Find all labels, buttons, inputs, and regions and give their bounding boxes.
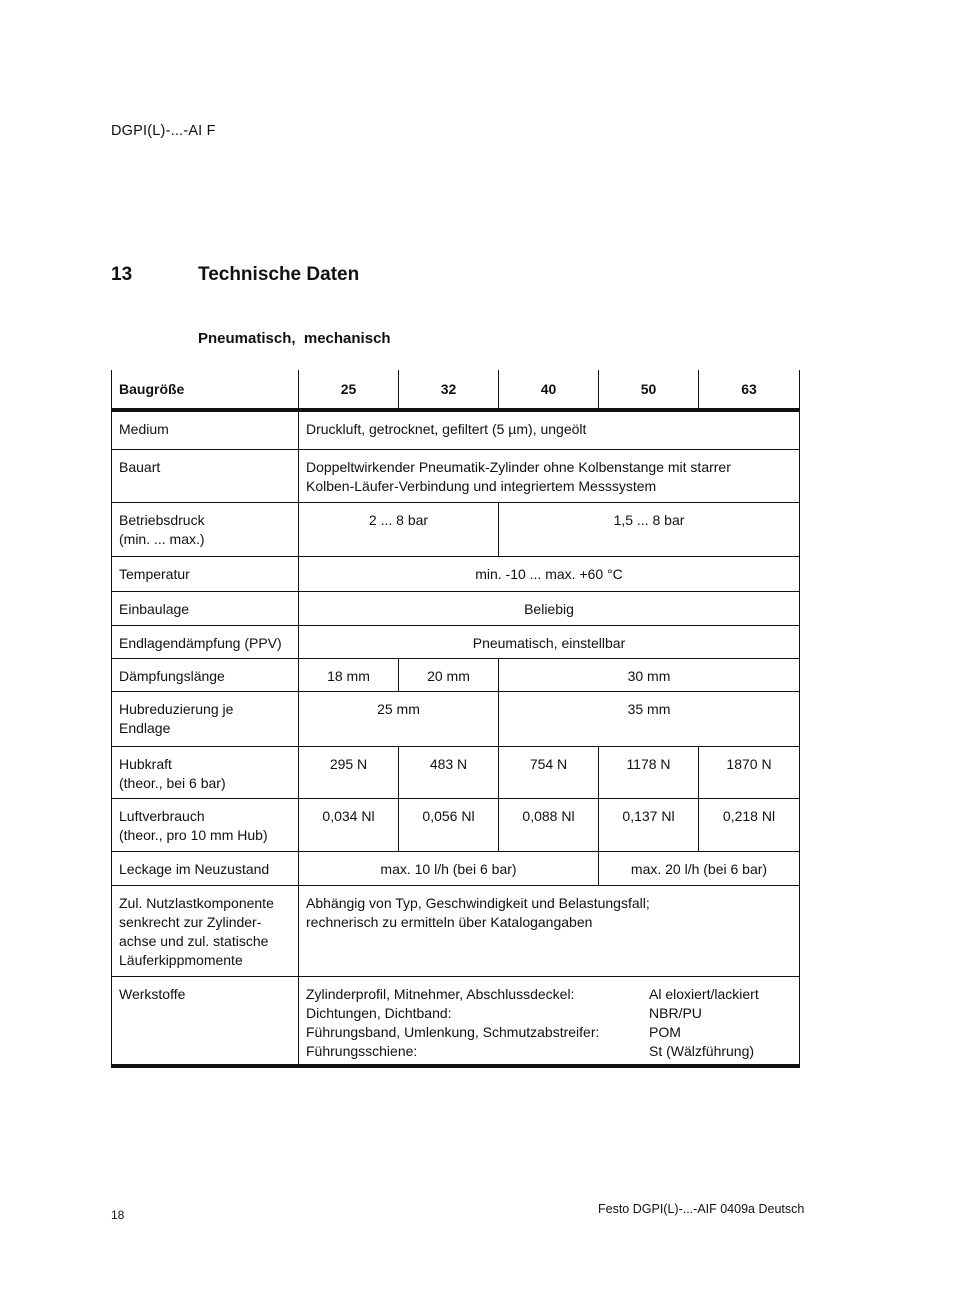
luftverbrauch-63: 0,218 Nl	[699, 798, 800, 851]
row-label-hubreduzierung	[112, 691, 299, 746]
luftverbrauch-25: 0,034 Nl	[299, 798, 399, 851]
table-row	[112, 449, 800, 502]
bauart-line-1: Doppeltwirkender Pneumatik-Zylinder ohne Kolbenstange mit starrer	[306, 458, 731, 475]
nutzlast-label-1: Zul. Nutzlastkomponente	[119, 894, 274, 911]
table-row	[112, 502, 800, 556]
hubkraft-32: 483 N	[399, 746, 499, 798]
luftverbrauch-50: 0,137 Nl	[599, 798, 699, 851]
row-label-temperatur: Temperatur	[112, 556, 299, 591]
row-label-luftverbrauch	[112, 798, 299, 851]
werkstoff-part: Führungsband, Umlenkung, Schmutzabstreifer:	[306, 1023, 600, 1040]
nutzlast-label-4: Läuferkippmomente	[119, 951, 243, 968]
nutzlast-value-1: Abhängig von Typ, Geschwindigkeit und Belastungsfall;	[306, 894, 650, 911]
footer-doc-info: Festo DGPI(L)-...-AIF 0409a Deutsch	[598, 1202, 805, 1216]
nutzlast-label-2: senkrecht zur Zylinder-	[119, 913, 262, 930]
hubkraft-25: 295 N	[299, 746, 399, 798]
subsection-title: Pneumatisch, mechanisch	[198, 330, 391, 347]
hubreduzierung-label-1: Hubreduzierung je	[119, 700, 234, 717]
table-row	[112, 976, 800, 1066]
row-label-nutzlast	[112, 885, 299, 976]
header-doc-code: DGPI(L)-...-AI F	[111, 123, 216, 139]
table-row	[112, 556, 800, 591]
row-label-werkstoffe: Werkstoffe	[112, 976, 299, 1066]
hubreduzierung-40-63: 35 mm	[499, 691, 800, 746]
luftverbrauch-label-2: (theor., pro 10 mm Hub)	[119, 826, 268, 843]
werkstoff-material: St (Wälzführung)	[649, 1042, 755, 1059]
hubkraft-label-2: (theor., bei 6 bar)	[119, 774, 226, 791]
table-row	[112, 410, 800, 449]
section-title: Technische Daten	[198, 264, 360, 285]
header-cell-32: 32	[399, 370, 499, 410]
section-number: 13	[111, 264, 133, 285]
hubkraft-50: 1178 N	[599, 746, 699, 798]
header-cell-25: 25	[299, 370, 399, 410]
table-row	[112, 658, 800, 691]
werkstoff-material: POM	[649, 1023, 681, 1040]
daempfungslaenge-40-63: 30 mm	[499, 658, 800, 691]
row-label-einbaulage: Einbaulage	[112, 591, 299, 625]
hubkraft-63: 1870 N	[699, 746, 800, 798]
row-value-nutzlast	[299, 885, 800, 976]
hubkraft-label-1: Hubkraft	[119, 755, 172, 772]
header-cell-size: Baugröße	[112, 370, 299, 410]
row-label-daempfungslaenge: Dämpfungslänge	[112, 658, 299, 691]
row-label-bauart: Bauart	[112, 449, 299, 502]
table-row	[112, 798, 800, 851]
betriebsdruck-40-63: 1,5 ... 8 bar	[499, 502, 800, 556]
row-value-temperatur: min. -10 ... max. +60 °C	[299, 556, 800, 591]
table-row	[112, 691, 800, 746]
leckage-25-40: max. 10 l/h (bei 6 bar)	[299, 851, 599, 885]
bauart-line-2: Kolben-Läufer-Verbindung und integriertem Messsystem	[306, 477, 657, 494]
header-cell-50: 50	[599, 370, 699, 410]
betriebsdruck-25-32: 2 ... 8 bar	[299, 502, 499, 556]
luftverbrauch-label-1: Luftverbrauch	[119, 807, 205, 824]
hubreduzierung-label-2: Endlage	[119, 719, 171, 736]
row-value-medium: Druckluft, getrocknet, gefiltert (5 µm), ungeölt	[299, 410, 800, 449]
table-header-row	[112, 370, 800, 410]
page-number: 18	[111, 1208, 125, 1222]
row-label-endlagendaempfung: Endlagendämpfung (PPV)	[112, 625, 299, 658]
betriebsdruck-label-2: (min. ... max.)	[119, 530, 205, 547]
werkstoff-material: NBR/PU	[649, 1004, 702, 1021]
table-row	[112, 591, 800, 625]
nutzlast-value-2: rechnerisch zu ermitteln über Katalogangaben	[306, 913, 593, 930]
hubreduzierung-25-32: 25 mm	[299, 691, 499, 746]
leckage-50-63: max. 20 l/h (bei 6 bar)	[599, 851, 800, 885]
row-label-medium: Medium	[112, 410, 299, 449]
luftverbrauch-32: 0,056 Nl	[399, 798, 499, 851]
werkstoff-part: Führungsschiene:	[306, 1042, 418, 1059]
nutzlast-label-3: achse und zul. statische	[119, 932, 269, 949]
daempfungslaenge-32: 20 mm	[399, 658, 499, 691]
betriebsdruck-label-1: Betriebsdruck	[119, 511, 205, 528]
row-value-bauart	[299, 449, 800, 502]
header-cell-40: 40	[499, 370, 599, 410]
row-value-einbaulage: Beliebig	[299, 591, 800, 625]
luftverbrauch-40: 0,088 Nl	[499, 798, 599, 851]
header-cell-63: 63	[699, 370, 800, 410]
werkstoffe-list	[306, 985, 793, 1061]
row-value-werkstoffe	[299, 976, 800, 1066]
row-label-betriebsdruck	[112, 502, 299, 556]
table-row	[112, 885, 800, 976]
werkstoff-part: Dichtungen, Dichtband:	[306, 1004, 452, 1021]
row-value-endlagendaempfung: Pneumatisch, einstellbar	[299, 625, 800, 658]
table-row	[112, 746, 800, 798]
werkstoff-material: Al eloxiert/lackiert	[649, 985, 759, 1002]
werkstoff-part: Zylinderprofil, Mitnehmer, Abschlussdeckel:	[306, 985, 575, 1002]
spec-table	[111, 370, 800, 1068]
table-row	[112, 851, 800, 885]
daempfungslaenge-25: 18 mm	[299, 658, 399, 691]
row-label-hubkraft	[112, 746, 299, 798]
table-row	[112, 625, 800, 658]
row-label-leckage: Leckage im Neuzustand	[112, 851, 299, 885]
hubkraft-40: 754 N	[499, 746, 599, 798]
